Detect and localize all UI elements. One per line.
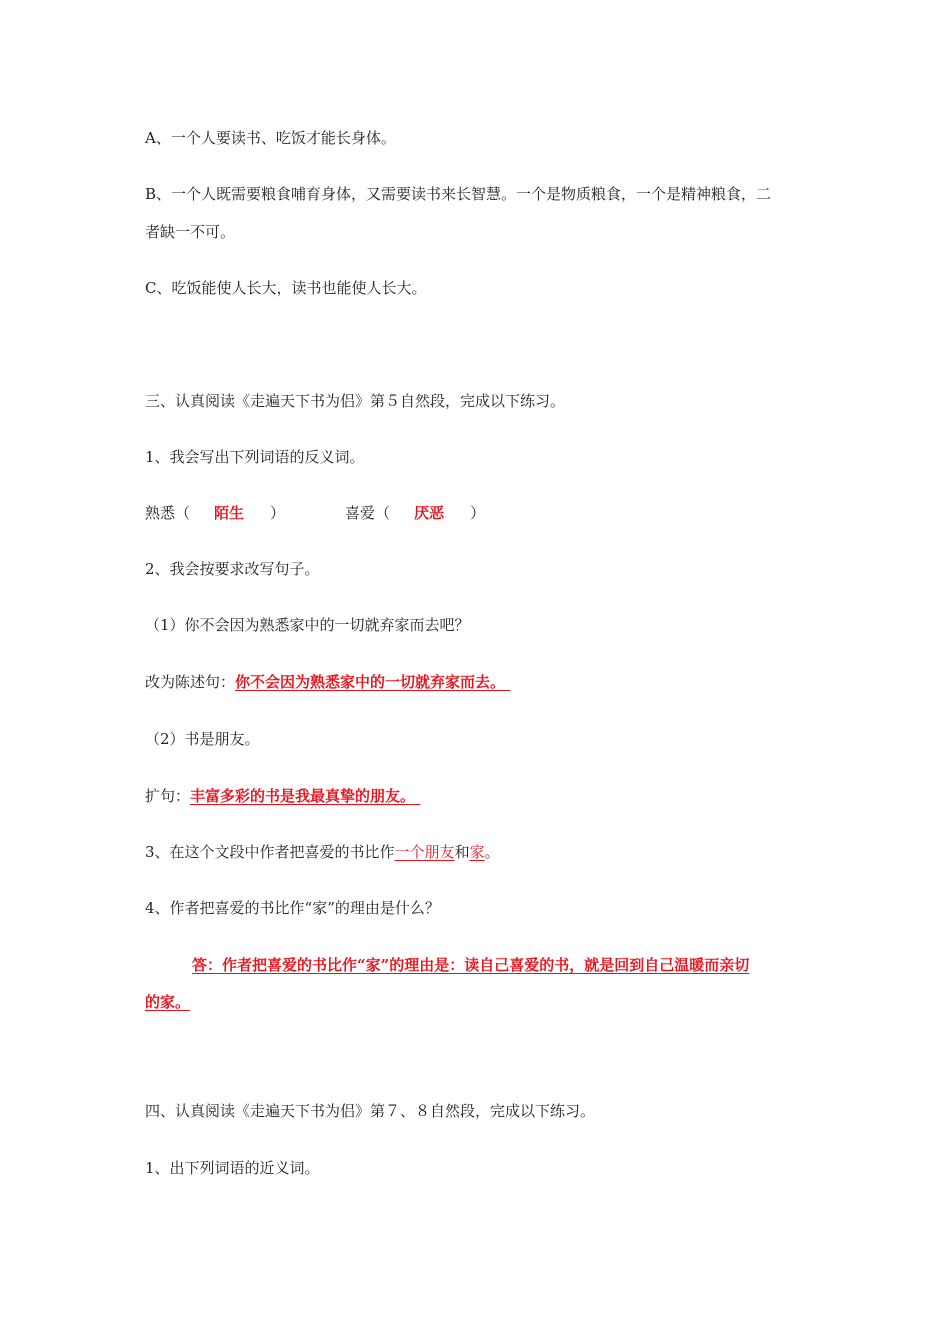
- option-a: A、一个人要读书、吃饭才能长身体。: [145, 129, 396, 147]
- antonym-answer-2: 厌恶: [414, 504, 445, 522]
- section3-q2-2: （2）书是朋友。: [145, 730, 260, 748]
- antonym-word-2: 喜爱（: [345, 504, 391, 522]
- declarative-answer: 你不会因为熟悉家中的一切就弃家而去。: [235, 673, 506, 691]
- option-c: C、吃饭能使人长大，读书也能使人长大。: [145, 279, 427, 297]
- section4-heading: 四、认真阅读《走遍天下书为侣》第７、８自然段，完成以下练习。: [145, 1102, 596, 1120]
- q3-prefix: 3、在这个文段中作者把喜爱的书比作: [145, 843, 395, 861]
- antonym-row: [145, 503, 485, 523]
- q4-answer-line2-text: 的家。: [145, 993, 191, 1011]
- section3-q4: 4、作者把喜爱的书比作“家”的理由是什么？: [145, 899, 440, 917]
- section3-heading: 三、认真阅读《走遍天下书为侣》第５自然段，完成以下练习。: [145, 392, 566, 410]
- q3-blank-1: 一个朋友: [394, 843, 455, 861]
- section3-q2-2-answer-row: [145, 786, 420, 806]
- expand-answer-underline-tail: [415, 787, 420, 805]
- q3-mid: 和: [454, 843, 470, 861]
- section4-q1: 1、出下列词语的近义词。: [145, 1159, 320, 1177]
- q3-blank-2: 家: [469, 843, 485, 861]
- section3-q2-1-answer-row: [145, 672, 510, 692]
- q4-answer-line1-text: 答：作者把喜爱的书比作“家”的理由是：读自己喜爱的书，就是回到自己温暖而亲切: [192, 956, 750, 974]
- q4-answer-line2: [145, 992, 190, 1012]
- section3-q1: 1、我会写出下列词语的反义词。: [145, 448, 365, 466]
- section3-q3: [145, 842, 500, 862]
- declarative-answer-underline-tail: [505, 673, 510, 691]
- q4-answer-line1: [192, 955, 749, 975]
- antonym-close-2: ）: [470, 504, 486, 522]
- option-b-line2: 者缺一不可。: [145, 223, 236, 241]
- antonym-close-1: ）: [270, 504, 286, 522]
- section3-q2: 2、我会按要求改写句子。: [145, 560, 320, 578]
- antonym-answer-1: 陌生: [214, 504, 245, 522]
- expand-answer: 丰富多彩的书是我最真挚的朋友。: [190, 787, 416, 805]
- q3-end: 。: [484, 843, 500, 861]
- declarative-label: 改为陈述句：: [145, 673, 236, 691]
- section3-q2-1: （1）你不会因为熟悉家中的一切就弃家而去吧？: [145, 616, 470, 634]
- antonym-word-1: 熟悉（: [145, 504, 191, 522]
- option-b-line1: B、一个人既需要粮食哺育身体，又需要读书来长智慧。一个是物质粮食，一个是精神粮食，二: [145, 185, 772, 203]
- expand-label: 扩句：: [145, 787, 191, 805]
